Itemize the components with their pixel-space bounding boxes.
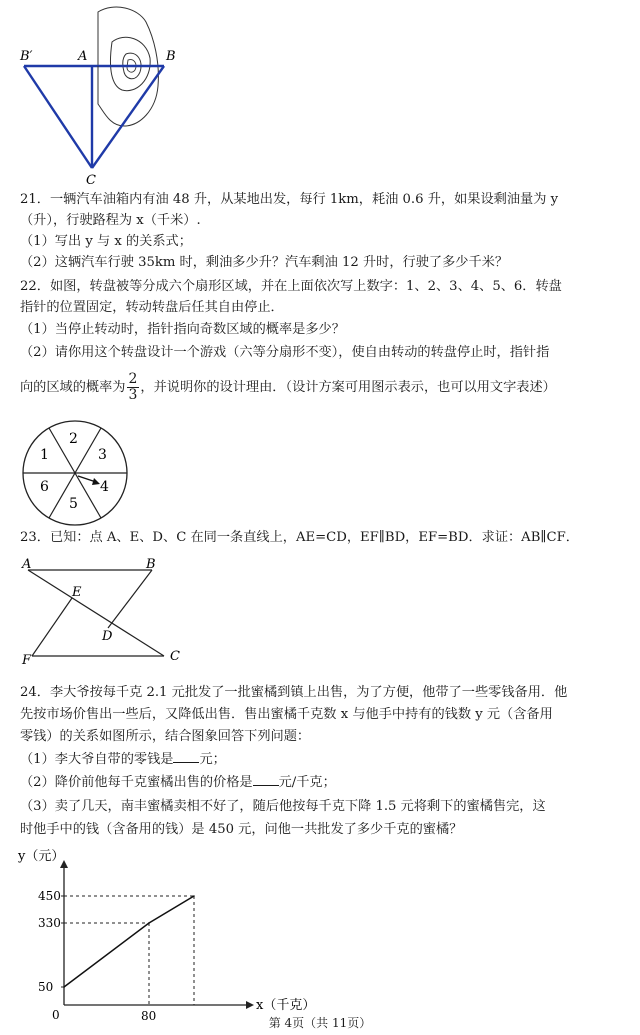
- fraction-numerator: 2: [128, 371, 138, 387]
- spinner-figure: [20, 418, 130, 528]
- q22-sub1: （1）当停止转动时，指针指向奇数区域的概率是多少？: [20, 322, 345, 337]
- y-tick-label-450: 450: [38, 889, 61, 903]
- answer-blank-2[interactable]: [253, 785, 279, 786]
- label-d-q23: D: [102, 629, 113, 644]
- q24-sub3a: （3）卖了几天，南丰蜜橘卖相不好了，随后他按每千克下降 1.5 元将剩下的蜜橘售完，这: [20, 799, 546, 814]
- q22-sub2: （2）请你用这个转盘设计一个游戏（六等分扇形不变），使自由转动的转盘停止时，指针指: [20, 345, 550, 360]
- q24-sub3b: 时他手中的钱（含备用的钱）是 450 元，问他一共批发了多少千克的蜜橘？: [20, 822, 463, 837]
- q24-sub2: [20, 773, 622, 793]
- q24-sub1-pre: （1）李大爷自带的零钱是: [20, 752, 174, 767]
- spinner-sector-4: 4: [100, 479, 109, 495]
- q23-geometry-figure: [14, 556, 194, 666]
- fraction-two-thirds: [127, 372, 140, 403]
- label-a-q23: A: [22, 557, 32, 572]
- q24-sub1-post: 元；: [199, 752, 226, 767]
- label-c-q23: C: [170, 649, 180, 664]
- label-c-top: C: [86, 173, 96, 185]
- label-b-top: B: [166, 49, 176, 64]
- spinner-sector-1: 1: [40, 447, 49, 463]
- label-f-q23: F: [22, 653, 32, 666]
- series-line-y: [64, 896, 194, 987]
- x-axis-arrow: [246, 1001, 254, 1009]
- spinner-pointer-arrow: [92, 478, 100, 485]
- q21-sub2: （2）这辆汽车行驶 35km 时，剩油多少升？汽车剩油 12 升时，行驶了多少千米？: [20, 255, 509, 270]
- label-b-prime: B′: [20, 49, 33, 64]
- y-tick-label-50: 50: [38, 980, 54, 994]
- q21-line1: 21．一辆汽车油箱内有油 48 升，从某地出发，每行 1km，耗油 0.6 升，如果设剩油量为 y: [20, 192, 559, 207]
- fraction-denominator: 3: [128, 387, 138, 403]
- q21-sub1: （1）写出 y 与 x 的关系式；: [20, 234, 192, 249]
- y-axis-label: y（元）: [18, 849, 65, 864]
- q24-sub2-post: 元/千克；: [278, 775, 336, 790]
- y-tick-label-330: 330: [38, 916, 61, 930]
- q22-line1: 22．如图，转盘被等分成六个扇形区域，并在上面依次写上数字：1、2、3、4、5、6．转盘: [20, 279, 562, 294]
- label-b-q23: B: [146, 557, 156, 572]
- spinner-sector-3: 3: [98, 447, 107, 463]
- x-axis-label: x（千克）: [256, 998, 316, 1013]
- q21-line2: （升），行驶路程为 x（千米）.: [20, 213, 201, 228]
- q23-text: 23．已知：点 A、E、D、C 在同一条直线上，AE=CD，EF∥BD，EF=BD．求证：AB∥CF．: [20, 530, 579, 545]
- q24-line-chart: [0, 840, 330, 1020]
- q22-sub2b-post: ，并说明你的设计理由．（设计方案可用图示表示，也可以用文字表述）: [140, 380, 556, 395]
- label-e-q23: E: [72, 585, 82, 600]
- x-tick-label-80: 80: [141, 1009, 157, 1020]
- spinner-sector-5: 5: [69, 496, 78, 512]
- q24-sub2-pre: （2）降价前他每千克蜜橘出售的价格是: [20, 775, 253, 790]
- series-point-1: [148, 922, 150, 924]
- series-point-0: [63, 986, 65, 988]
- q22-sub2b-pre: 向的区域的概率为: [20, 380, 126, 395]
- origin-label: 0: [52, 1008, 60, 1020]
- q24-line2: 先按市场价售出一些后，又降低出售．售出蜜橘千克数 x 与他手中持有的钱数 y 元（含备用: [20, 707, 553, 722]
- top-geometry-figure: [14, 0, 194, 185]
- spinner-sector-2: 2: [69, 431, 78, 447]
- q24-line1: 24．李大爷按每千克 2.1 元批发了一批蜜橘到镇上出售，为了方便，他带了一些零钱备用．他: [20, 685, 568, 700]
- q22-sub2b: [20, 372, 622, 403]
- q24-line3: 零钱）的关系如图所示，结合图象回答下列问题：: [20, 729, 311, 744]
- contour-mid: [110, 37, 150, 90]
- q22-line2: 指针的位置固定，转动转盘后任其自由停止．: [20, 300, 284, 315]
- q24-sub1: [20, 750, 622, 770]
- answer-blank-1[interactable]: [173, 762, 199, 763]
- spinner-sector-6: 6: [40, 479, 49, 495]
- page-footer: 第 4页（共 11页）: [268, 1016, 372, 1030]
- series-point-2: [193, 895, 195, 897]
- label-a-top: A: [78, 49, 88, 64]
